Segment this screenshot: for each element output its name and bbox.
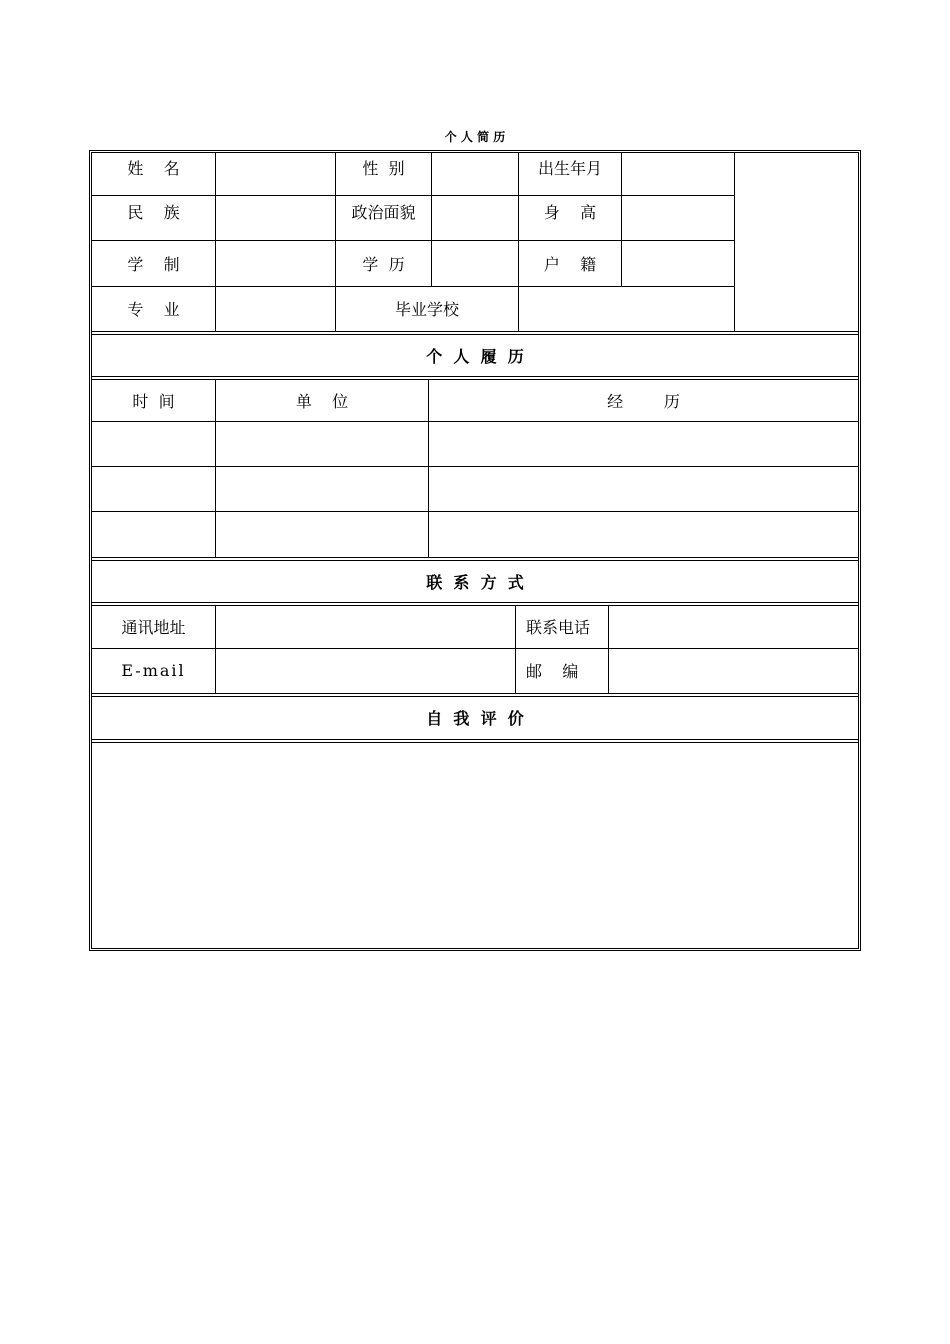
history-time-cell[interactable] [92,467,215,511]
major-value[interactable] [216,286,335,331]
self-eval-section-title: 自 我 评 价 [426,709,524,728]
resume-section-title: 个 人 履 历 [426,346,524,366]
height-value[interactable] [622,195,734,240]
contact-section-title: 联 系 方 式 [426,572,524,592]
schooling-label: 学 制 [127,254,180,274]
history-time-cell[interactable] [92,512,215,556]
schooling-value[interactable] [216,240,335,286]
history-time-cell[interactable] [92,422,215,466]
political-label: 政治面貌 [351,202,416,222]
email-value[interactable] [216,649,515,692]
history-experience-cell[interactable] [429,422,858,466]
political-value[interactable] [432,195,518,240]
history-experience-cell[interactable] [429,467,858,511]
email-label: E-mail [121,661,186,680]
birth-label: 出生年月 [537,158,602,178]
gender-value[interactable] [432,153,518,195]
education-label: 学 历 [362,254,405,274]
height-label: 身 高 [543,202,597,222]
document-title: 个 人 简 历 [444,130,506,144]
unit-column-header: 单 位 [295,391,349,411]
name-value[interactable] [216,153,335,195]
self-eval-content[interactable] [92,743,858,948]
address-value[interactable] [216,605,515,648]
ethnicity-label: 民 族 [127,202,180,222]
address-label: 通讯地址 [121,618,186,637]
postcode-value[interactable] [609,649,858,692]
postcode-label: 邮 编 [526,662,579,681]
hukou-label: 户 籍 [543,254,597,274]
time-column-header: 时 间 [132,391,175,411]
school-label: 毕业学校 [394,300,459,319]
ethnicity-value[interactable] [216,195,335,240]
phone-label: 联系电话 [526,618,591,637]
major-label: 专 业 [127,300,180,319]
experience-column-header: 经 历 [607,391,680,411]
name-label: 姓 名 [127,158,180,178]
history-experience-cell[interactable] [429,512,858,556]
school-value[interactable] [519,286,734,331]
history-unit-cell[interactable] [216,467,428,511]
birth-value[interactable] [622,153,734,195]
education-value[interactable] [432,240,518,286]
photo-box[interactable] [735,153,858,331]
history-unit-cell[interactable] [216,512,428,556]
phone-value[interactable] [609,605,858,648]
history-unit-cell[interactable] [216,422,428,466]
resume-form [89,150,861,951]
gender-label: 性 别 [362,158,405,178]
hukou-value[interactable] [622,240,734,286]
